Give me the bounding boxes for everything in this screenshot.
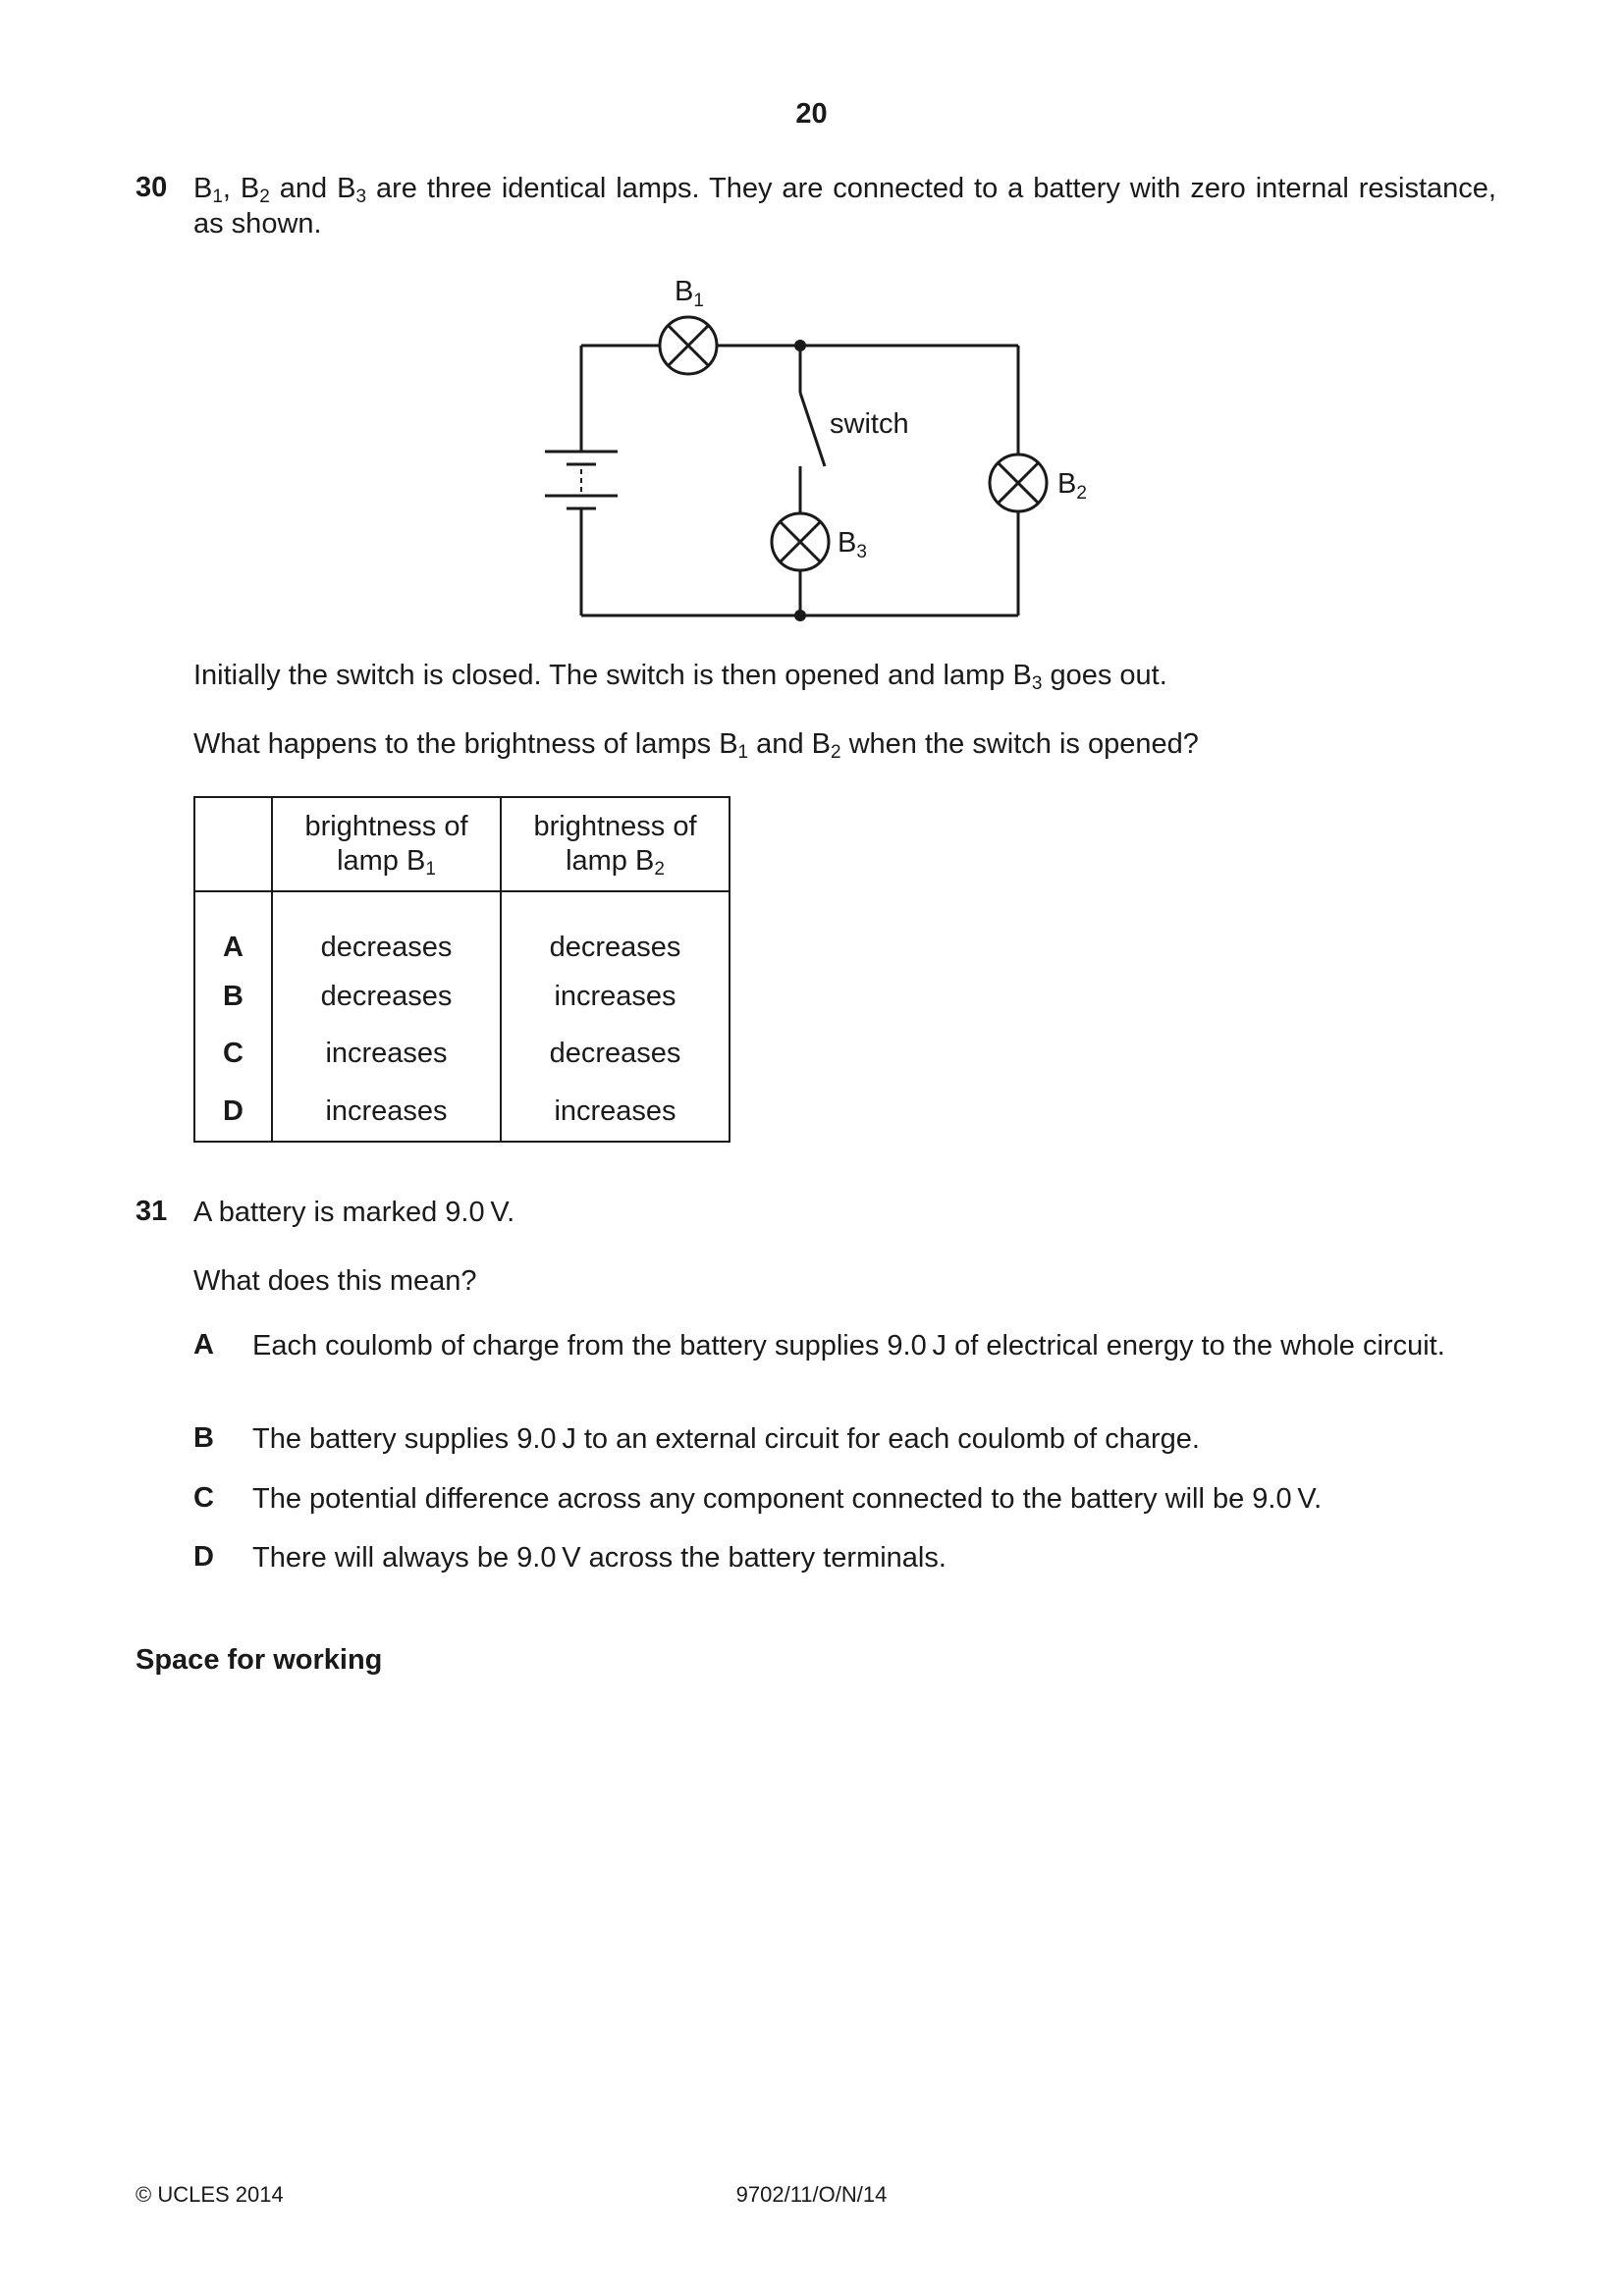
working-space-label: Space for working xyxy=(135,1644,383,1676)
table-row xyxy=(194,968,730,1025)
footer-copyright: © UCLES 2014 xyxy=(135,2182,284,2207)
option-letter: C xyxy=(193,1482,214,1514)
junction-top xyxy=(794,340,806,351)
switch-label: switch xyxy=(830,408,909,440)
row-b2: increases xyxy=(501,968,730,1025)
lamp-b3-symbol xyxy=(772,513,829,570)
row-letter: A xyxy=(194,891,272,968)
header-b1: brightness of lamp $B_1$ xyxy=(272,797,501,891)
lamp-b2-label: $B_2$ xyxy=(1057,468,1087,504)
row-b1: decreases xyxy=(272,968,501,1025)
table-corner xyxy=(194,797,272,891)
question-31-question: What does this mean? xyxy=(193,1265,477,1297)
question-30-statement: Initially the switch is closed. The switch is then opened and lamp $B_3$ goes out. xyxy=(193,660,1167,694)
question-30-number: 30 xyxy=(135,172,168,203)
option-letter: A xyxy=(193,1329,214,1361)
circuit-diagram xyxy=(530,265,1119,638)
page-number: 20 xyxy=(795,98,828,130)
junction-bottom xyxy=(794,610,806,621)
question-31-number: 31 xyxy=(135,1196,168,1227)
lamp-b1-label: $B_1$ xyxy=(675,276,704,311)
question-30-question: What happens to the brightness of lamps $B_1$ and $B_2$ when the switch is opened? xyxy=(193,728,1199,763)
row-b2: decreases xyxy=(501,891,730,968)
option-b-text: The battery supplies 9.0 J to an external circuit for each coulomb of charge. xyxy=(252,1423,1200,1455)
table-row xyxy=(194,1025,730,1082)
battery-symbol xyxy=(545,452,618,508)
option-letter: B xyxy=(193,1422,214,1454)
lamp-b3-label: $B_3$ xyxy=(838,527,867,562)
question-30-intro: $B_1$, $B_2$ and $B_3$ are three identical lamps. They are connected to a battery with zero internal resistance, as shown. xyxy=(193,173,1496,240)
option-letter: D xyxy=(193,1541,214,1573)
row-b2: decreases xyxy=(501,1025,730,1082)
row-letter: D xyxy=(194,1082,272,1142)
lamp-b2-symbol xyxy=(990,454,1047,511)
question-31-stem: A battery is marked 9.0 V. xyxy=(193,1197,515,1228)
row-b2: increases xyxy=(501,1082,730,1142)
lamp-b1-symbol xyxy=(660,317,717,374)
row-letter: B xyxy=(194,968,272,1025)
answer-table xyxy=(193,796,730,1143)
option-d-text: There will always be 9.0 V across the battery terminals. xyxy=(252,1542,947,1574)
row-b1: increases xyxy=(272,1025,501,1082)
switch-blade xyxy=(800,393,825,466)
option-c-text: The potential difference across any component connected to the battery will be 9.0 V. xyxy=(252,1483,1323,1515)
option-a-text: Each coulomb of charge from the battery supplies 9.0 J of electrical energy to the whole circuit. xyxy=(252,1330,1445,1362)
header-b2: brightness of lamp $B_2$ xyxy=(501,797,730,891)
row-letter: C xyxy=(194,1025,272,1082)
row-b1: increases xyxy=(272,1082,501,1142)
row-b1: decreases xyxy=(272,891,501,968)
table-row xyxy=(194,1082,730,1142)
footer-paper-code: 9702/11/O/N/14 xyxy=(735,2182,888,2207)
table-row xyxy=(194,891,730,968)
